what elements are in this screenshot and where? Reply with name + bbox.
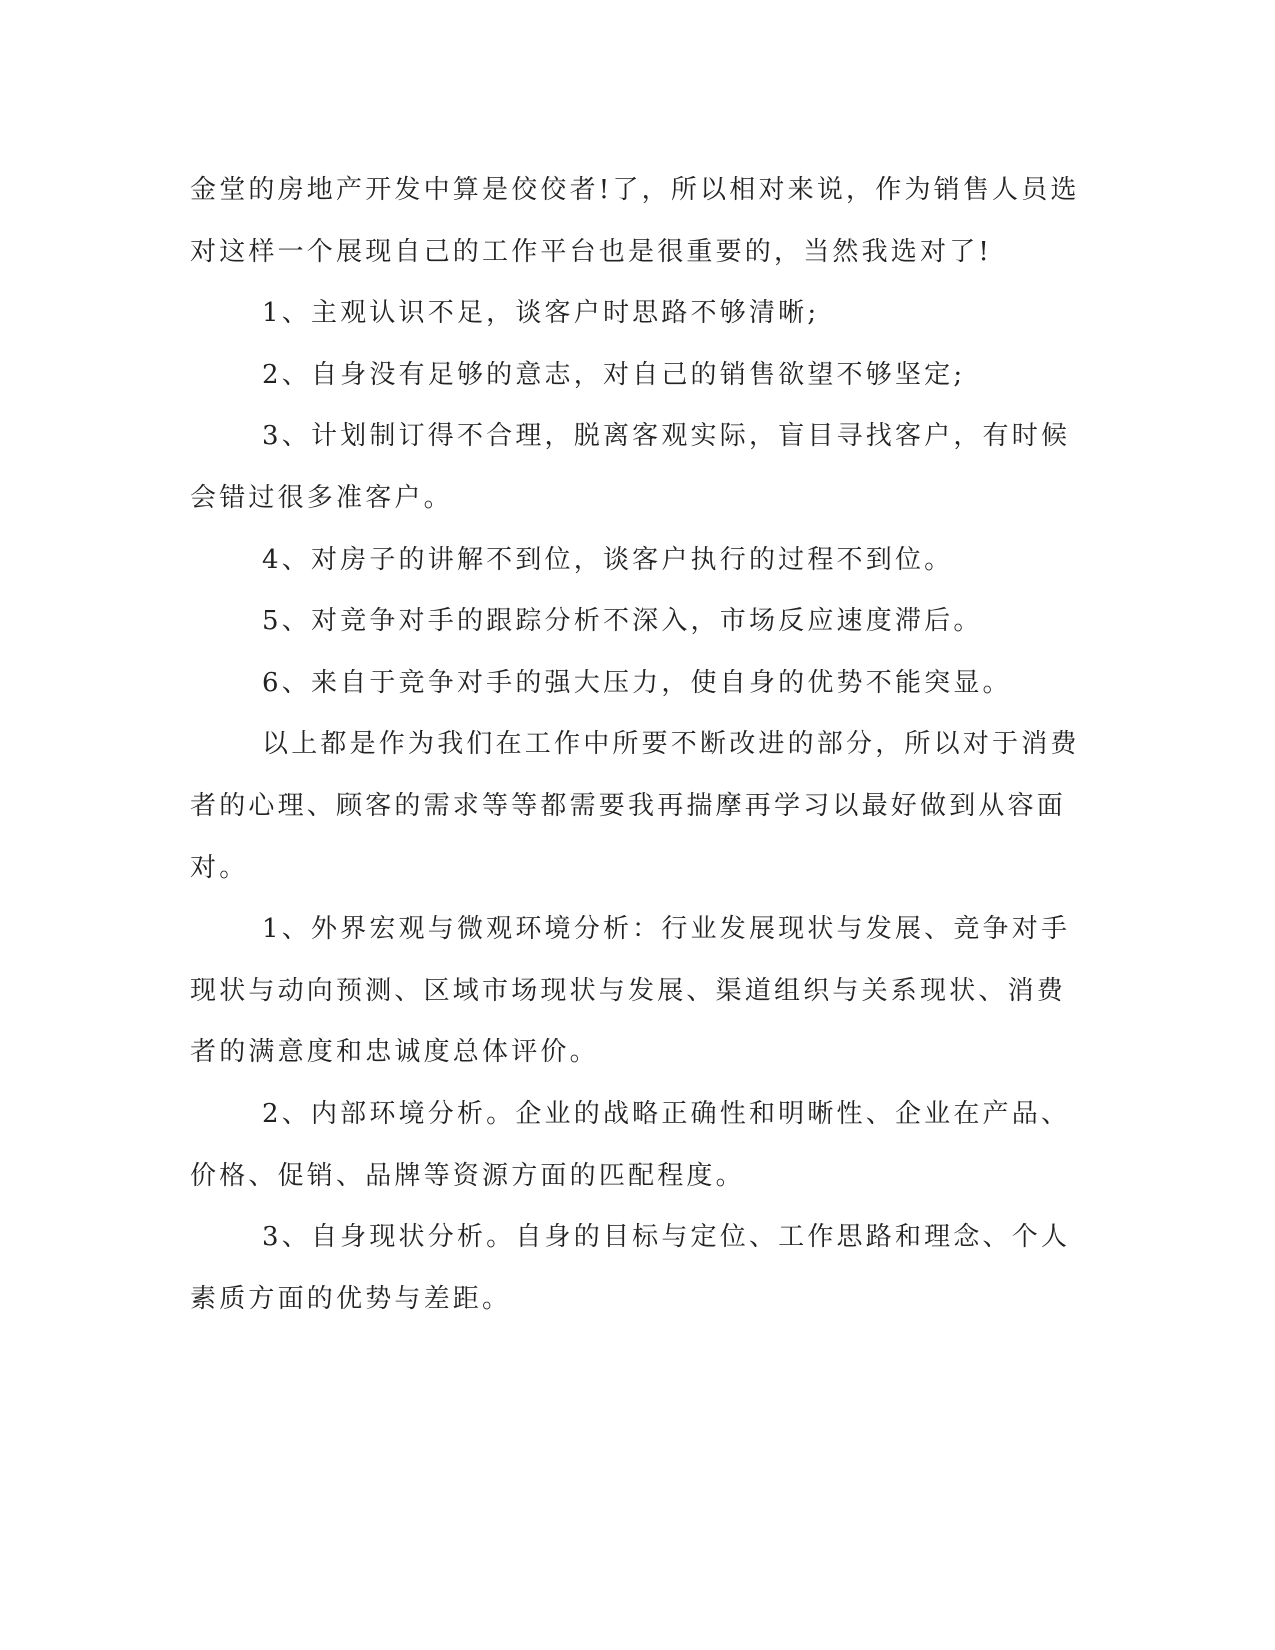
paragraph-4: 3、计划制订得不合理，脱离客观实际，盲目寻找客户，有时候会错过很多准客户。: [190, 421, 1071, 513]
paragraph-10: 2、内部环境分析。企业的战略正确性和明晰性、企业在产品、价格、促销、品牌等资源方面的匹配程度。: [190, 1098, 1071, 1191]
paragraph-5: 4、对房子的讲解不到位，谈客户执行的过程不到位。: [262, 544, 954, 575]
paragraph-1: 金堂的房地产开发中算是佼佼者!了，所以相对来说，作为销售人员选对这样一个展现自己的工作平台也是很重要的，当然我选对了!: [190, 175, 1080, 267]
paragraph-7: 6、来自于竞争对手的强大压力，使自身的优势不能突显。: [262, 667, 1012, 698]
paragraph-8: 以上都是作为我们在工作中所要不断改进的部分，所以对于消费者的心理、顾客的需求等等都需要我再揣摩再学习以最好做到从容面对。: [190, 729, 1080, 883]
paragraph-2: 1、主观认识不足，谈客户时思路不够清晰;: [262, 298, 820, 329]
paragraph-3: 2、自身没有足够的意志，对自己的销售欲望不够坚定;: [262, 359, 966, 390]
paragraph-6: 5、对竞争对手的跟踪分析不深入，市场反应速度滞后。: [262, 606, 983, 637]
paragraph-9: 1、外界宏观与微观环境分析：行业发展现状与发展、竞争对手现状与动向预测、区域市场现状与发展、渠道组织与关系现状、消费者的满意度和忠诚度总体评价。: [190, 914, 1071, 1068]
paragraph-11: 3、自身现状分析。自身的目标与定位、工作思路和理念、个人素质方面的优势与差距。: [190, 1222, 1071, 1314]
document-body: [190, 160, 1085, 1330]
